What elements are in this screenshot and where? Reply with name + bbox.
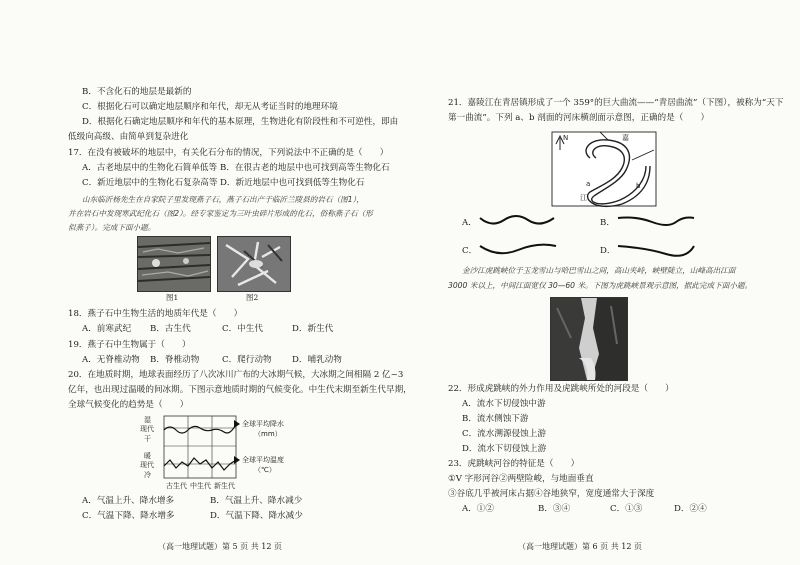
q21-option-a-profile [478, 212, 558, 232]
q20-stem-2: 亿年，也出现过温暖的间冰期。下图示意地质时期的气候变化。中生代末期至新生代早期， [68, 385, 412, 395]
q18-option-c: C．中生代 [222, 324, 263, 334]
legend-temp-unit: （℃） [254, 466, 276, 474]
q17-option-c: C．新近地层中的生物化石复杂高等 [82, 178, 218, 188]
q23-option-d: D．②④ [674, 504, 707, 514]
q23-item-1: ①V 字形河谷②两壁险峻，与地面垂直 [448, 474, 594, 484]
chart-y-top: 湿 [144, 416, 151, 424]
intro-line-2: 并在岩石中发现寒武纪化石（图2）。经专家鉴定为三叶虫碎片形成的化石，俗称燕子石（形 [68, 209, 373, 218]
q16-option-c: C．根据化石可以确定地层顺序和年代，却无从考证当时的地理环境 [82, 102, 338, 112]
q19-option-c: C．爬行动物 [222, 355, 272, 365]
chart-era-paleozoic: 古生代 [166, 482, 187, 490]
q20-option-c: C．气温下降、降水增多 [82, 511, 175, 521]
chart-era-cenozoic: 新生代 [214, 482, 235, 490]
q19-option-b: B．脊椎动物 [150, 355, 200, 365]
q18-stem: 18．燕子石中生物生活的地质年代是（ ） [68, 309, 243, 319]
intro-line-1: 山东临沂杨先生在自家院子里发现燕子石，燕子石出产于临沂兰陵县的岩石（图1）， [82, 195, 364, 204]
q21-option-d: D． [600, 246, 616, 256]
map-place-label: 嘉 [622, 134, 629, 142]
footer-left: （高一地理试题）第 5 页 共 12 页 [158, 542, 282, 551]
q23-option-c: C．①③ [610, 504, 643, 514]
q21-option-b: B． [600, 218, 615, 228]
legend-precip-unit: （mm） [254, 430, 282, 438]
q19-option-d: D．哺乳动物 [292, 355, 342, 365]
q19-option-a: A．无脊椎动物 [82, 355, 140, 365]
q16-option-d-cont: 低级向高级、由简单到复杂进化 [68, 132, 189, 142]
map-label-b: b [636, 182, 641, 190]
chart-y-low2: 现代 [140, 461, 154, 469]
chart-y-low: 暖 [144, 452, 151, 460]
q21-stem-2: 第一曲流”。下列 a、b 剖面的河床横剖面示意图，正确的是（ ） [448, 113, 710, 123]
q21-option-d-profile [616, 240, 696, 260]
q17-option-d: D．新近地层中也可找到低等生物化石 [220, 178, 365, 188]
q21-stem-1: 21．嘉陵江在青居镇形成了一个 359°的巨大曲流——“青居曲流”（下图），被称为“天下 [448, 98, 784, 108]
q22-option-c: C．流水溯源侵蚀上游 [462, 429, 546, 439]
fig2-fossil-photo [217, 236, 291, 292]
q22-option-d: D．流水下切侵蚀上游 [462, 444, 547, 454]
q21-option-c: C． [462, 246, 478, 256]
q17-option-a: A．古老地层中的生物化石简单低等 [82, 163, 218, 173]
q18-option-b: B．古生代 [150, 324, 191, 334]
climate-chart [130, 414, 310, 494]
q23-stem: 23．虎跳峡河谷的特征是（ ） [448, 459, 580, 469]
q22-option-a: A．流水下切侵蚀中游 [462, 399, 546, 409]
map-north-label: N [563, 134, 569, 142]
q16-option-d: D．根据化石确定地层顺序和年代的基本原理，生物进化有阶段性和不可逆性，即由 [82, 117, 399, 127]
chart-y-mid: 干 [144, 435, 151, 443]
meander-map [550, 130, 660, 210]
legend-temp: 全球平均温度 [242, 456, 284, 464]
fig1-caption: 图1 [166, 293, 179, 302]
chart-era-mesozoic: 中生代 [190, 482, 211, 490]
q23-option-b: B．③④ [538, 504, 571, 514]
footer-right: （高一地理试题）第 6 页 共 12 页 [518, 542, 642, 551]
legend-precip: 全球平均降水 [242, 420, 284, 428]
gorge-photo [550, 297, 628, 381]
q21-option-b-profile [616, 212, 696, 232]
q20-option-b: B．气温上升、降水减少 [210, 496, 303, 506]
q22-stem: 22．形成虎跳峡的外力作用及虎跳峡所处的河段是（ ） [448, 384, 674, 394]
q19-stem: 19．燕子石中生物属于（ ） [68, 340, 191, 350]
intro-line-1: 金沙江虎跳峡位于玉龙雪山与哈巴雪山之间，高山夹峙，峡壁陡立，山峰高出江面 [462, 266, 736, 275]
q20-option-d: D．气温下降、降水减少 [210, 511, 303, 521]
intro-line-3: 似燕子）。完成下面小题。 [68, 223, 156, 232]
q21-option-a: A． [462, 218, 477, 228]
q23-item-2: ③谷底几乎被河床占据④谷地狭窄，宽度通常大于深度 [448, 489, 655, 499]
chart-y-bot: 冷 [144, 471, 151, 479]
chart-y-top2: 现代 [140, 425, 154, 433]
q20-stem-1: 20．在地质时期，地球表面经历了八次冰川广布的大冰期气候，大冰期之间相隔 2 亿~3 [68, 370, 404, 380]
map-river-label: 江 [580, 194, 587, 202]
q16-option-b: B．不含化石的地层是最新的 [82, 87, 192, 97]
q20-stem-3: 全球气候变化的趋势是（ ） [68, 400, 189, 410]
q18-option-d: D．新生代 [292, 324, 334, 334]
map-label-a: a [586, 180, 591, 188]
fig1-rock-photo [137, 236, 211, 292]
q21-option-c-profile [478, 240, 558, 260]
q17-stem: 17．在没有被破坏的地层中，有关化石分布的情况，下列说法中不正确的是（ ） [68, 148, 389, 158]
q23-option-a: A．①② [462, 504, 494, 514]
precip-series-line [164, 424, 236, 433]
fig2-caption: 图2 [246, 293, 259, 302]
q22-option-b: B．流水侧蚀下游 [462, 414, 529, 424]
intro-line-2: 3000 米以上，中间江面宽仅 30—60 米。下图为虎跳峡景观示意图，据此完成下面小题。 [448, 281, 753, 290]
q20-option-a: A．气温上升、降水增多 [82, 496, 175, 506]
q17-option-b: B．在很古老的地层中也可找到高等生物化石 [220, 163, 390, 173]
q18-option-a: A．前寒武纪 [82, 324, 132, 334]
right-page [400, 0, 800, 565]
